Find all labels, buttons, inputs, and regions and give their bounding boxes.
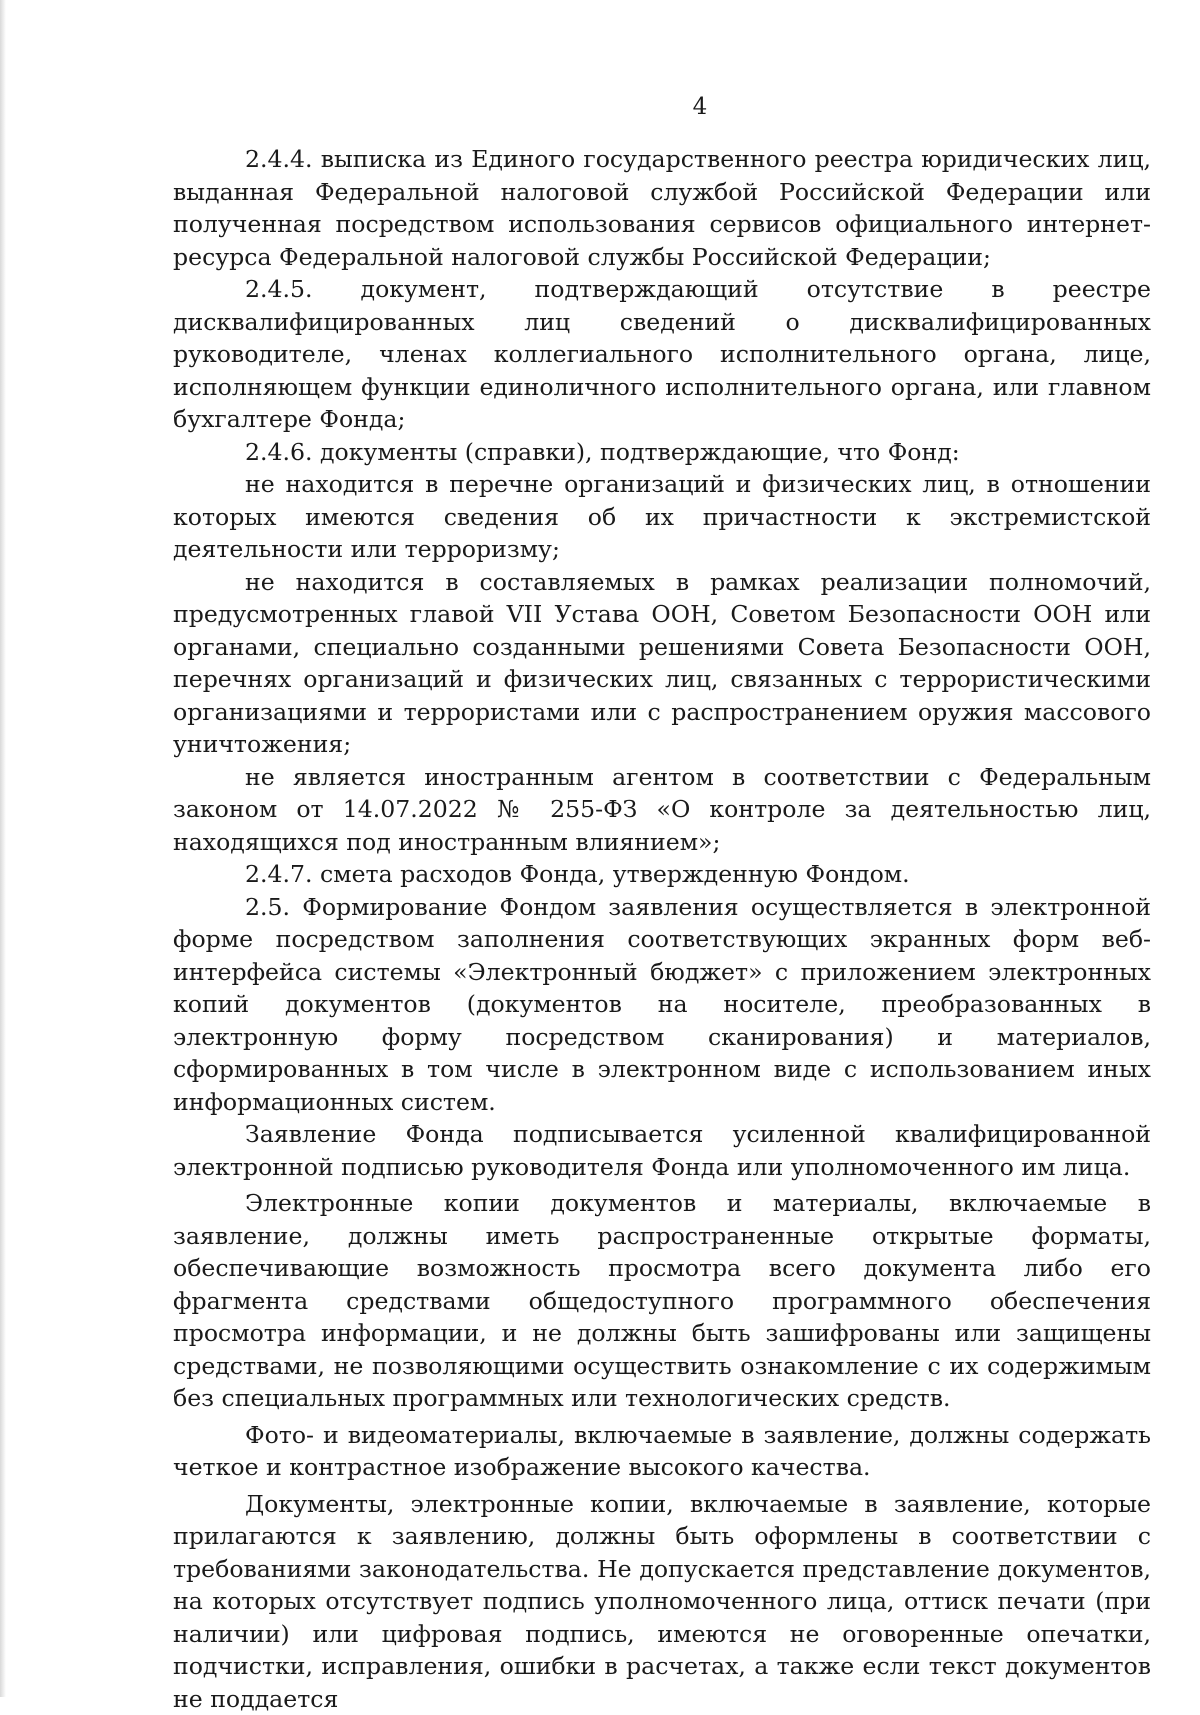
- paragraph-2-4-4: 2.4.4. выписка из Единого государственного реестра юридических лиц, выданная Федеральной налоговой службой Российской Федерации или полученная посредством использования сервисов официального интернет-ресурса Федеральной налоговой службы Российской Федерации;: [173, 143, 1151, 273]
- paragraph-document-requirements: Документы, электронные копии, включаемые в заявление, которые прилагаются к заявлению, должны быть оформлены в соответствии с требованиями законодательства. Не допускается представление документов, на которых отсутствует подпись уполномоченного лица, оттиск печати (при наличии) или цифровая подпись, имеются не оговоренные опечатки, подчистки, исправления, ошибки в расчетах, а также если текст документов не поддается: [173, 1488, 1151, 1715]
- paragraph-not-in-un-lists: не находится в составляемых в рамках реализации полномочий, предусмотренных главой VII Устава ООН, Советом Безопасности ООН или органами, специально созданными решениями Совета Безопасности ООН, перечнях организаций и физических лиц, связанных с террористическими организациями и террористами или с распространением оружия массового уничтожения;: [173, 566, 1151, 761]
- paragraph-not-foreign-agent: не является иностранным агентом в соответствии с Федеральным законом от 14.07.2022 № 255-ФЗ «О контроле за деятельностью лиц, находящихся под иностранным влиянием»;: [173, 761, 1151, 859]
- paragraph-signature: Заявление Фонда подписывается усиленной квалифицированной электронной подписью руководителя Фонда или уполномоченного им лица.: [173, 1118, 1151, 1183]
- scan-edge: [0, 0, 6, 1697]
- paragraph-electronic-copies: Электронные копии документов и материалы, включаемые в заявление, должны иметь распространенные открытые форматы, обеспечивающие возможность просмотра всего документа либо его фрагмента средствами общедоступного программного обеспечения просмотра информации, и не должны быть зашифрованы или защищены средствами, не позволяющими осуществить ознакомление с их содержимым без специальных программных или технологических средств.: [173, 1187, 1151, 1415]
- paragraph-photo-video: Фото- и видеоматериалы, включаемые в заявление, должны содержать четкое и контрастное изображение высокого качества.: [173, 1419, 1151, 1484]
- paragraph-not-in-extremist-list: не находится в перечне организаций и физических лиц, в отношении которых имеются сведения об их причастности к экстремистской деятельности или терроризму;: [173, 468, 1151, 566]
- paragraph-2-4-5: 2.4.5. документ, подтверждающий отсутствие в реестре дисквалифицированных лиц сведений о дисквалифицированных руководителе, членах коллегиального исполнительного органа, лице, исполняющем функции единоличного исполнительного органа, или главном бухгалтере Фонда;: [173, 273, 1151, 436]
- paragraph-2-4-7: 2.4.7. смета расходов Фонда, утвержденную Фондом.: [173, 858, 1151, 891]
- paragraph-2-5: 2.5. Формирование Фондом заявления осуществляется в электронной форме посредством заполнения соответствующих экранных форм веб-интерфейса системы «Электронный бюджет» с приложением электронных копий документов (документов на носителе, преобразованных в электронную форму посредством сканирования) и материалов, сформированных в том числе в электронном виде с использованием иных информационных систем.: [173, 891, 1151, 1119]
- document-body: [173, 143, 1151, 1715]
- page-number: 4: [0, 94, 1200, 120]
- paragraph-2-4-6: 2.4.6. документы (справки), подтверждающие, что Фонд:: [173, 436, 1151, 469]
